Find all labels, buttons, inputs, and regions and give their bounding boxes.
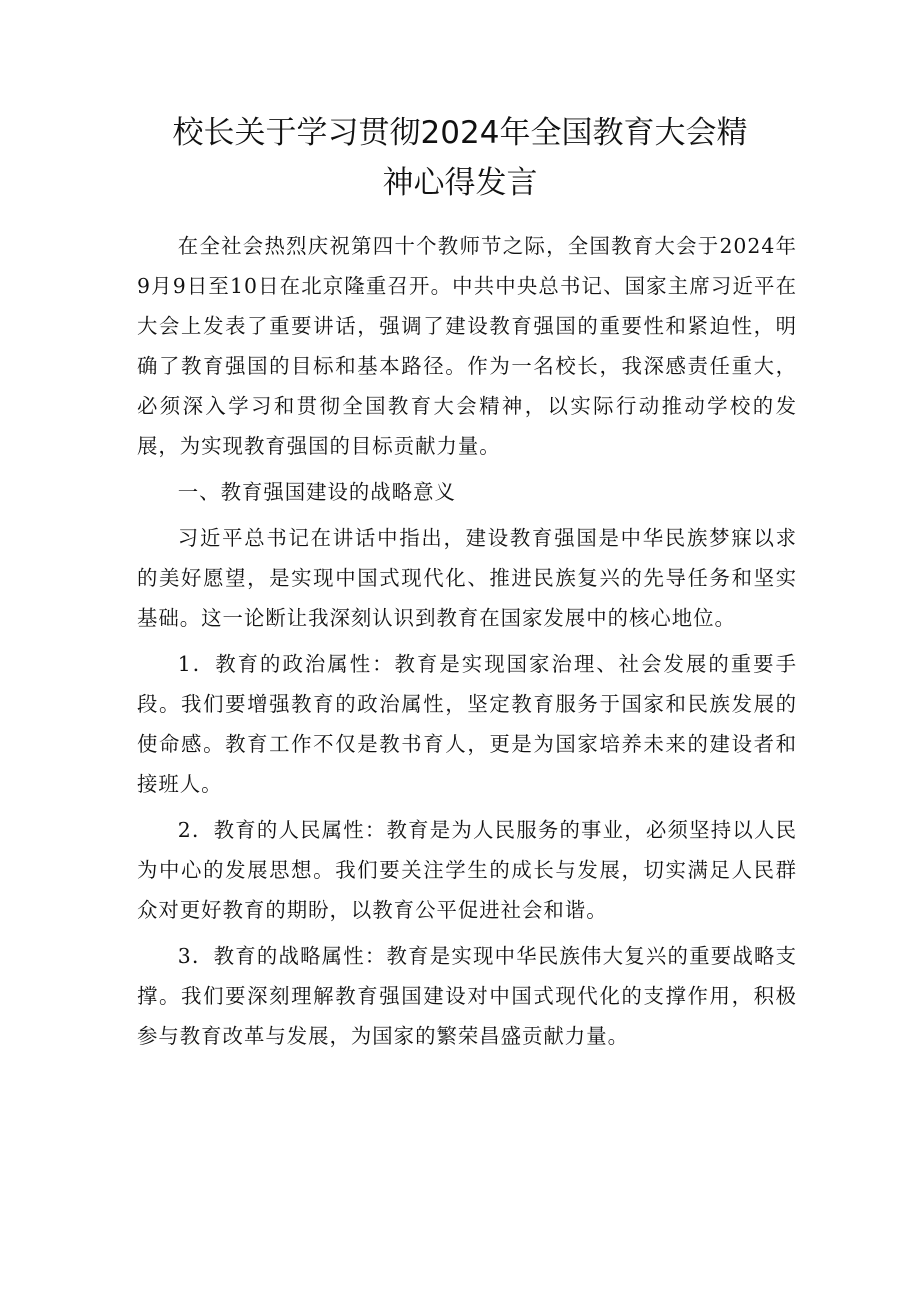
paragraph-point-3: 3．教育的战略属性：教育是实现中华民族伟大复兴的重要战略支撑。我们要深刻理解教育强国建设对中国式现代化的支撑作用，积极参与教育改革与发展，为国家的繁荣昌盛贡献力量。 [137, 944, 797, 1048]
paragraph-section-1: 习近平总书记在讲话中指出，建设教育强国是中华民族梦寐以求的美好愿望，是实现中国式现代化、推进民族复兴的先导任务和坚实基础。这一论断让我深刻认识到教育在国家发展中的核心地位。 [137, 526, 797, 630]
section-heading-1: 一、教育强国建设的战略意义 [177, 480, 456, 504]
paragraph-intro: 在全社会热烈庆祝第四十个教师节之际，全国教育大会于2024年9月9日至10日在北京隆重召开。中共中央总书记、国家主席习近平在大会上发表了重要讲话，强调了建设教育强国的重要性和紧迫性，明确了教育强国的目标和基本路径。作为一名校长，我深感责任重大，必须深入学习和贯彻全国教育大会精神，以实际行动推动学校的发展，为实现教育强国的目标贡献力量。 [137, 234, 797, 458]
document-title [150, 108, 770, 208]
paragraph-point-1: 1．教育的政治属性：教育是实现国家治理、社会发展的重要手段。我们要增强教育的政治属性，坚定教育服务于国家和民族发展的使命感。教育工作不仅是教书育人，更是为国家培养未来的建设者和接班人。 [137, 652, 797, 796]
title-line-2: 神心得发言 [382, 165, 538, 201]
paragraph-point-2: 2．教育的人民属性：教育是为人民服务的事业，必须坚持以人民为中心的发展思想。我们要关注学生的成长与发展，切实满足人民群众对更好教育的期盼，以教育公平促进社会和谐。 [137, 818, 797, 922]
document-body [137, 226, 797, 1062]
title-line-1: 校长关于学习贯彻2024年全国教育大会精 [172, 115, 748, 151]
